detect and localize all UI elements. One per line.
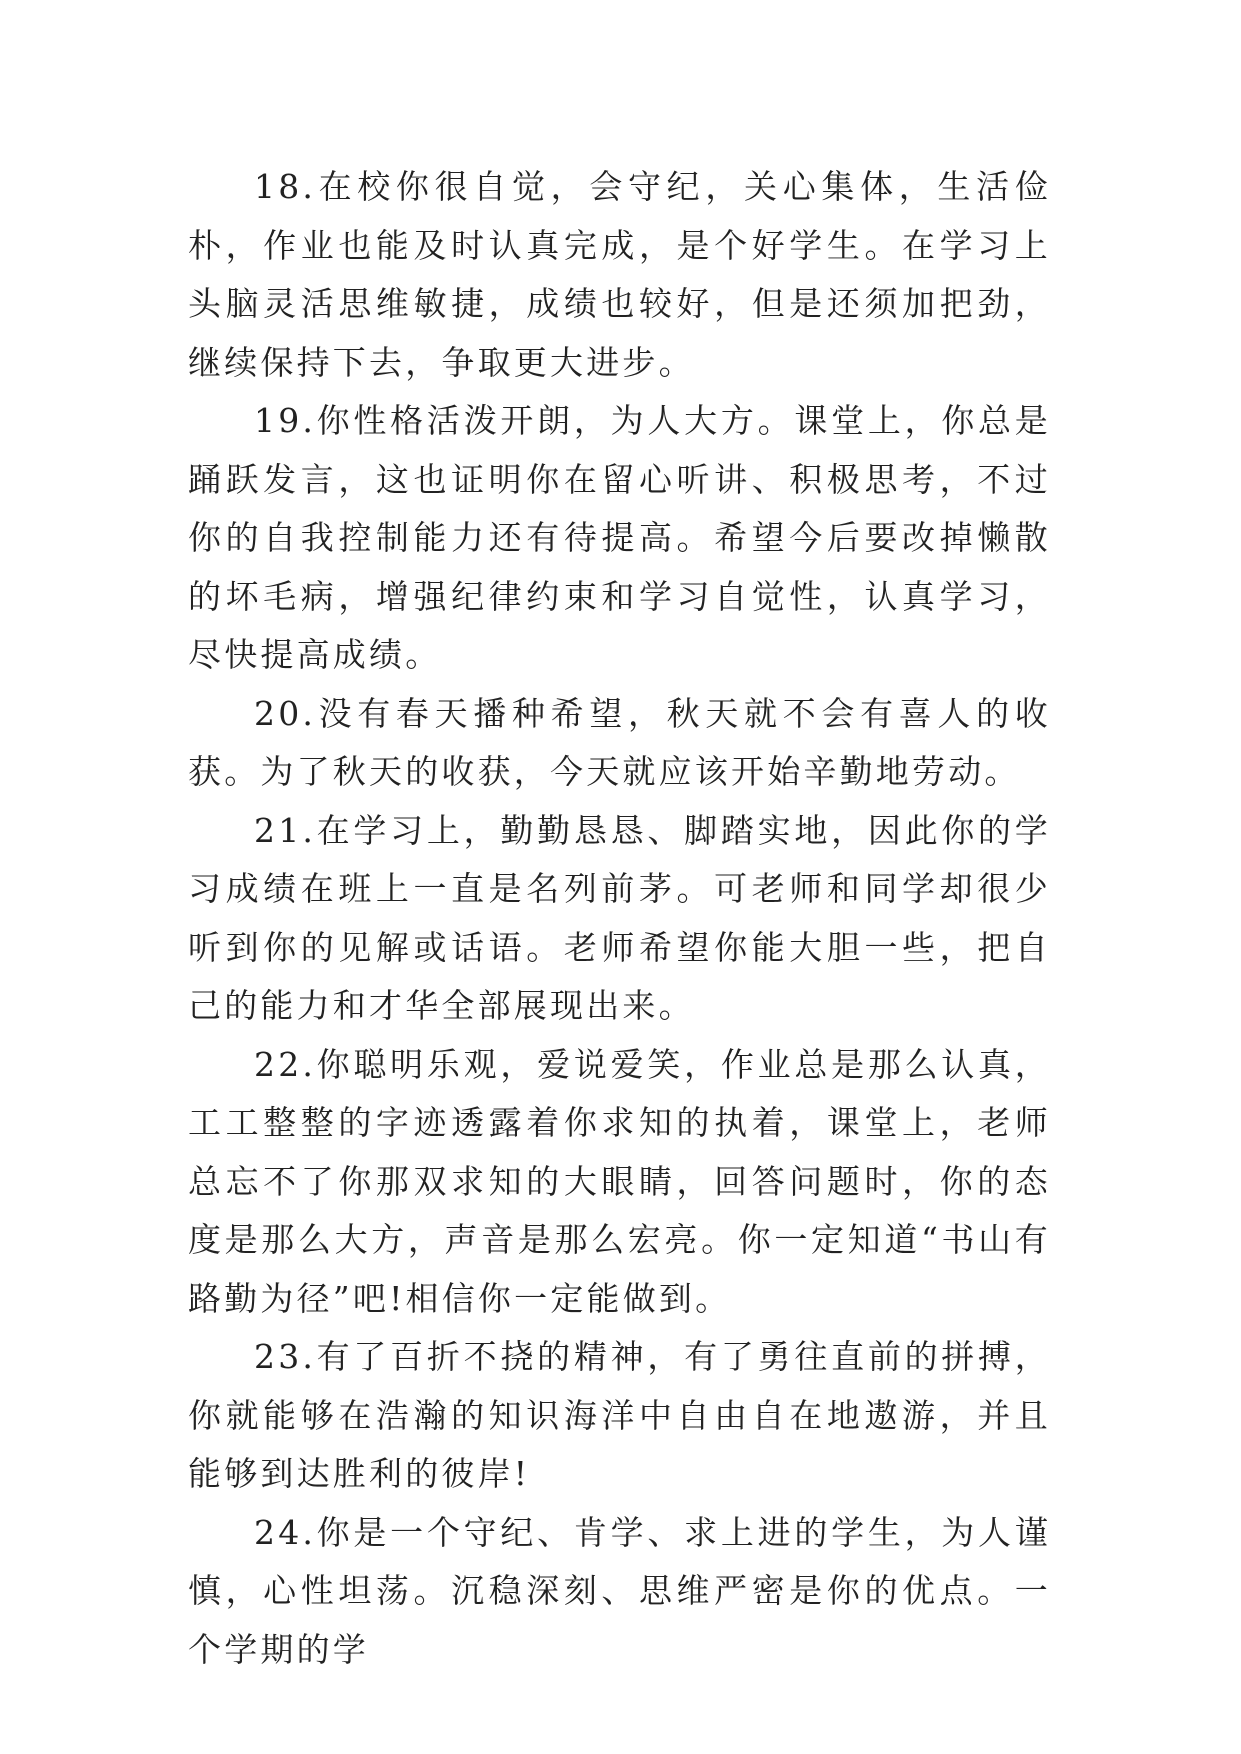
paragraph-19 bbox=[188, 392, 1051, 685]
paragraph-21 bbox=[188, 802, 1051, 1036]
document-body bbox=[188, 158, 1051, 1679]
paragraph-number: 18. bbox=[254, 167, 317, 206]
paragraph-number: 20. bbox=[254, 693, 317, 733]
paragraph-number: 23. bbox=[254, 1337, 317, 1376]
paragraph-number: 19. bbox=[254, 401, 317, 440]
paragraph-number: 21. bbox=[254, 810, 317, 850]
paragraph-text: 在校你很自觉，会守纪，关心集体，生活俭朴，作业也能及时认真完成，是个好学生。在学习上头脑灵活思维敏捷，成绩也较好，但是还须加把劲，继续保持下去，争取更大进步。 bbox=[188, 167, 1051, 382]
paragraph-20 bbox=[188, 685, 1051, 802]
paragraph-text: 你聪明乐观，爱说爱笑，作业总是那么认真，工工整整的字迹透露着你求知的执着，课堂上，老师总忘不了你那双求知的大眼睛，回答问题时，你的态度是那么大方，声音是那么宏亮。你一定知道“书山有路勤为径”吧!相信你一定能做到。 bbox=[188, 1044, 1051, 1318]
paragraph-23 bbox=[188, 1328, 1051, 1504]
paragraph-text: 没有春天播种希望，秋天就不会有喜人的收获。为了秋天的收获，今天就应该开始辛勤地劳动。 bbox=[188, 693, 1051, 791]
paragraph-22 bbox=[188, 1036, 1051, 1329]
paragraph-text: 有了百折不挠的精神，有了勇往直前的拼搏，你就能够在浩瀚的知识海洋中自由自在地遨游，并且能够到达胜利的彼岸! bbox=[188, 1337, 1051, 1493]
paragraph-text: 你是一个守纪、肯学、求上进的学生，为人谨慎，心性坦荡。沉稳深刻、思维严密是你的优点。一个学期的学 bbox=[188, 1512, 1051, 1669]
paragraph-number: 22. bbox=[254, 1044, 317, 1084]
paragraph-24 bbox=[188, 1504, 1051, 1680]
paragraph-number: 24. bbox=[254, 1512, 317, 1552]
paragraph-text: 你性格活泼开朗，为人大方。课堂上，你总是踊跃发言，这也证明你在留心听讲、积极思考，不过你的自我控制能力还有待提高。希望今后要改掉懒散的坏毛病，增强纪律约束和学习自觉性，认真学习，尽快提高成绩。 bbox=[188, 401, 1051, 674]
paragraph-text: 在学习上，勤勤恳恳、脚踏实地，因此你的学习成绩在班上一直是名列前茅。可老师和同学却很少听到你的见解或话语。老师希望你能大胆一些，把自己的能力和才华全部展现出来。 bbox=[188, 810, 1051, 1025]
paragraph-18 bbox=[188, 158, 1051, 392]
